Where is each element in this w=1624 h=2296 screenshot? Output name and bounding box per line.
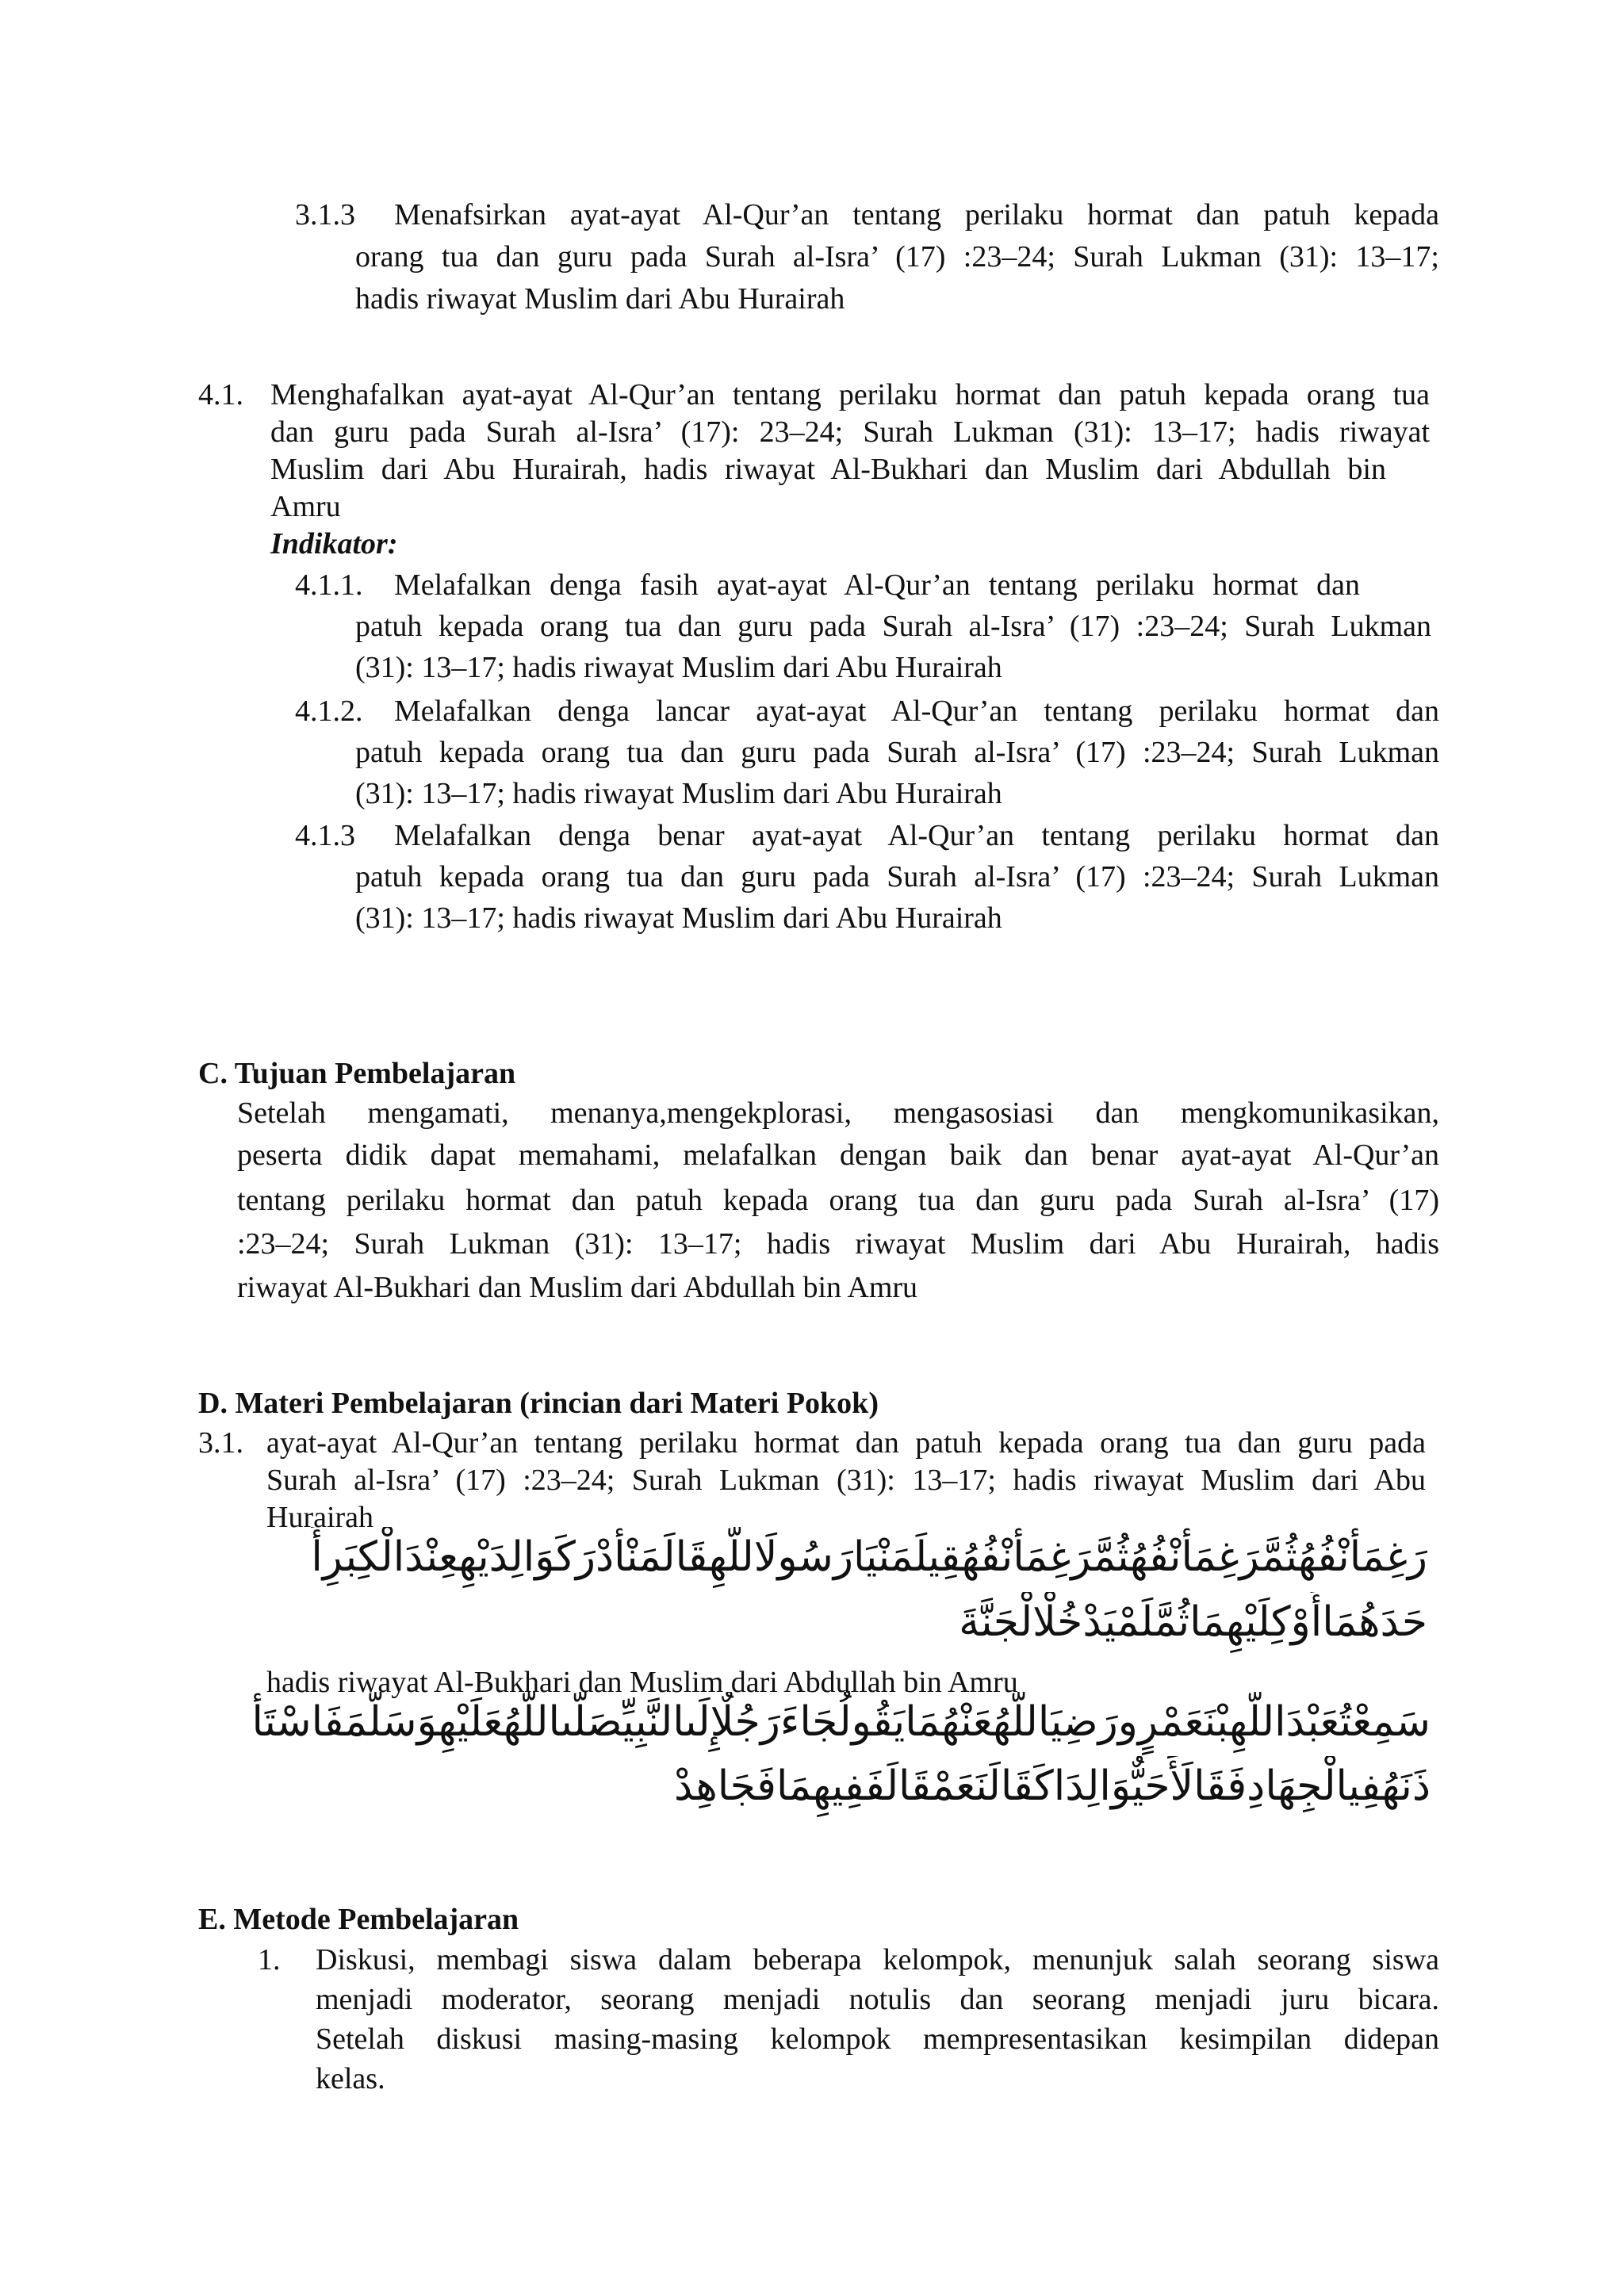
section-c-line-5: riwayat Al-Bukhari dan Muslim dari Abdullah bin Amru <box>237 1271 918 1304</box>
section-d-line-2: Surah al-Isra’ (17) :23–24; Surah Lukman (31): 13–17; hadis riwayat Muslim dari Abu <box>266 1464 1426 1497</box>
section-c-line-1: Setelah mengamati, menanya,mengekplorasi, mengasosiasi dan mengkomunikasikan, <box>237 1096 1439 1130</box>
item-4-1-line-3: Muslim dari Abu Hurairah, hadis riwayat Al-Bukhari dan Muslim dari Abdullah bin <box>270 453 1386 486</box>
item-3-1-3-line-3: hadis riwayat Muslim dari Abu Hurairah <box>355 282 845 316</box>
indikator-4-1-1-line-1: Melafalkan denga fasih ayat-ayat Al-Qur’an tentang perilaku hormat dan <box>394 568 1360 602</box>
section-e-line-1: Diskusi, membagi siswa dalam beberapa kelompok, menunjuk salah seorang siswa <box>316 1943 1439 1976</box>
indikator-4-1-2-line-3: (31): 13–17; hadis riwayat Muslim dari Abu Hurairah <box>355 777 1002 810</box>
indikator-4-1-3-line-2: patuh kepada orang tua dan guru pada Surah al-Isra’ (17) :23–24; Surah Lukman <box>355 860 1439 894</box>
indikator-4-1-1-line-2: patuh kepada orang tua dan guru pada Surah al-Isra’ (17) :23–24; Surah Lukman <box>355 610 1431 643</box>
item-4-1-line-4: Amru <box>270 490 341 523</box>
section-c-line-4: :23–24; Surah Lukman (31): 13–17; hadis riwayat Muslim dari Abu Hurairah, hadis <box>237 1227 1439 1261</box>
section-c-line-3: tentang perilaku hormat dan patuh kepada orang tua dan guru pada Surah al-Isra’ (17) <box>237 1184 1439 1217</box>
indikator-4-1-2-line-1: Melafalkan denga lancar ayat-ayat Al-Qur’an tentang perilaku hormat dan <box>394 695 1439 728</box>
section-e-line-3: Setelah diskusi masing-masing kelompok mempresentasikan kesimpilan didepan <box>316 2022 1439 2056</box>
indikator-4-1-2-line-2: patuh kepada orang tua dan guru pada Surah al-Isra’ (17) :23–24; Surah Lukman <box>355 736 1439 769</box>
item-number-4-1: 4.1. <box>198 378 243 411</box>
arabic-text-2-line-2: ذَنَهُفِيالْجِهَادِفَقَالَأَحَيٌّوَالِدَاكَقَالَنَعَمْقَالَفَفِيهِمَافَجَاهِدْ <box>674 1762 1431 1810</box>
section-e-heading: E. Metode Pembelajaran <box>198 1903 519 1936</box>
section-e-item-number: 1. <box>258 1943 281 1976</box>
arabic-text-1-line-1: رَغِمَأَنْفُهُثُمَّرَغِمَأَنْفُهُثُمَّرَغِمَأَنْفُهُقِيلَمَنْيَارَسُولَاللَّهِقَالَمَنْأَدْرَكَوَالِدَيْهِعِنْدَالْكِبَرِأَ <box>311 1533 1427 1581</box>
section-c-heading: C. Tujuan Pembelajaran <box>198 1057 516 1090</box>
indikator-4-1-3-line-1: Melafalkan denga benar ayat-ayat Al-Qur’an tentang perilaku hormat dan <box>394 819 1439 852</box>
section-d-line-1: ayat-ayat Al-Qur’an tentang perilaku hormat dan patuh kepada orang tua dan guru pada <box>266 1426 1426 1460</box>
indikator-label: Indikator: <box>270 527 398 561</box>
indikator-number-4-1-3: 4.1.3 <box>295 819 355 852</box>
item-4-1-line-2: dan guru pada Surah al-Isra’ (17): 23–24; Surah Lukman (31): 13–17; hadis riwayat <box>270 415 1430 449</box>
item-3-1-3-line-2: orang tua dan guru pada Surah al-Isra’ (17) :23–24; Surah Lukman (31): 13–17; <box>355 240 1439 274</box>
indikator-number-4-1-1: 4.1.1. <box>295 568 363 602</box>
hadith-label: hadis riwayat Al-Bukhari dan Muslim dari Abdullah bin Amru <box>266 1666 1018 1699</box>
item-4-1-line-1: Menghafalkan ayat-ayat Al-Qur’an tentang perilaku hormat dan patuh kepada orang tua <box>270 378 1430 411</box>
indikator-4-1-3-line-3: (31): 13–17; hadis riwayat Muslim dari Abu Hurairah <box>355 901 1002 935</box>
section-d-heading: D. Materi Pembelajaran (rincian dari Materi Pokok) <box>198 1387 879 1420</box>
indikator-4-1-1-line-3: (31): 13–17; hadis riwayat Muslim dari Abu Hurairah <box>355 651 1002 684</box>
section-c-line-2: peserta didik dapat memahami, melafalkan dengan baik dan benar ayat-ayat Al-Qur’an <box>237 1138 1439 1172</box>
section-d-line-3: Hurairah <box>266 1501 374 1534</box>
section-e-line-4: kelas. <box>316 2062 385 2095</box>
item-number-3-1-3: 3.1.3 <box>295 198 355 232</box>
section-d-item-number: 3.1. <box>198 1426 243 1460</box>
arabic-text-2-line-1: سَمِعْتُعَبْدَاللَّهِبْنَعَمْرٍورَضِيَاللَّهُعَنْهُمَايَقُولُجَاءَرَجُلٌإِلَىالنَّبِيِّصَلَّىاللَّهُعَلَيْهِوَسَلَّمَفَاسْتَأْ <box>251 1698 1431 1746</box>
indikator-number-4-1-2: 4.1.2. <box>295 695 363 728</box>
section-e-line-2: menjadi moderator, seorang menjadi notulis dan seorang menjadi juru bicara. <box>316 1983 1439 2016</box>
arabic-text-1-line-2: حَدَهُمَاأَوْكِلَيْهِمَاثُمَّلَمْيَدْخُلْالْجَنَّةَ <box>959 1598 1427 1646</box>
item-3-1-3-line-1: Menafsirkan ayat-ayat Al-Qur’an tentang perilaku hormat dan patuh kepada <box>394 198 1439 232</box>
